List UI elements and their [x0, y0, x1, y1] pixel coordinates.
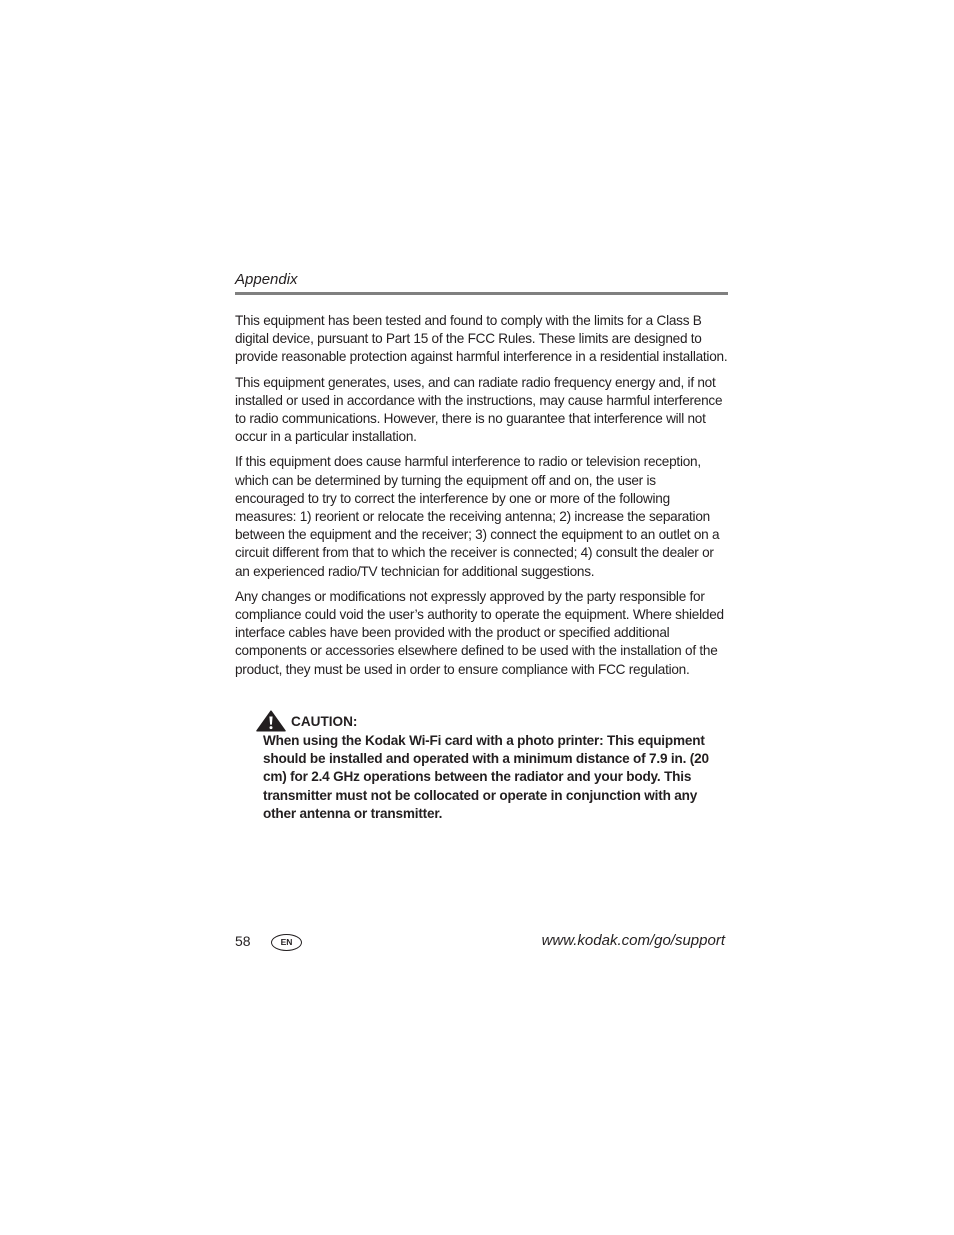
page-number: 58 [235, 933, 251, 949]
paragraph-modifications: Any changes or modifications not expressly approved by the party responsible for compliance could void the user’s authority to operate the equipment. Where shielded interface cables have been provided with the product or specified additional components or accessories elsewhere defined to be used with the installation of the product, they must be used in order to ensure compliance with FCC regulation. [235, 588, 724, 677]
caution-block [256, 710, 728, 823]
header-divider [235, 292, 728, 295]
section-title: Appendix [235, 271, 298, 288]
caution-text: When using the Kodak Wi-Fi card with a photo printer: This equipment should be installed and operated with a minimum distance of 7.9 in. (20 cm) for 2.4 GHz operations between the radiator and your body. This transmitter must not be collocated or operate in conjunction with any other antenna or transmitter. [263, 733, 709, 821]
language-badge: EN [271, 934, 302, 951]
paragraph-class-b-compliance: This equipment has been tested and found to comply with the limits for a Class B digital device, pursuant to Part 15 of the FCC Rules. These limits are designed to provide reasonable protection against harmful interference in a residential installation. [235, 313, 728, 365]
page-footer [235, 931, 725, 953]
caution-label: CAUTION: [291, 713, 358, 729]
paragraph-radio-frequency: This equipment generates, uses, and can radiate radio frequency energy and, if not installed or used in accordance with the instructions, may cause harmful interference to radio communications. However, there is no guarantee that interference will not occur in a particular installation. [235, 374, 723, 445]
warning-triangle-icon [256, 710, 286, 732]
support-url: www.kodak.com/go/support [541, 932, 725, 949]
caution-heading [256, 710, 728, 732]
paragraph-interference-measures: If this equipment does cause harmful interference to radio or television reception, which can be determined by turning the equipment off and on, the user is encouraged to try to correct the interference by one or more of the following measures: 1) reorient or relocate the receiving antenna; 2) increase the separation between the equipment and the receiver; 3) connect the equipment to an outlet on a circuit different from that to which the receiver is connected; 4) consult the dealer or an experienced radio/TV technician for additional suggestions. [235, 454, 720, 579]
document-body [235, 312, 728, 686]
